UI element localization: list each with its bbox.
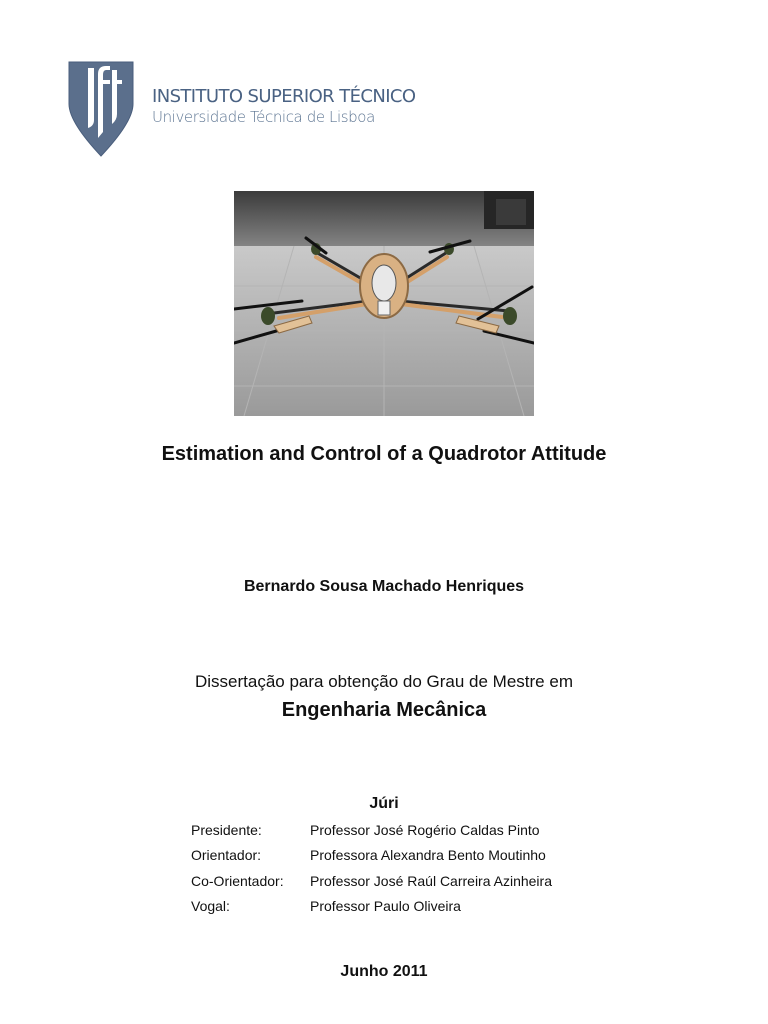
degree-name: Engenharia Mecânica: [281, 699, 487, 721]
jury-role: Co-Orientador:: [191, 872, 284, 889]
submission-date: Junho 2011: [340, 963, 428, 980]
jury-role: Vogal:: [191, 897, 230, 914]
jury-row: [191, 873, 611, 898]
jury-row: [191, 898, 611, 923]
jury-member-name: Professor José Rogério Caldas Pinto: [310, 822, 540, 838]
jury-heading: Júri: [369, 795, 399, 812]
jury-member-name: Professora Alexandra Bento Moutinho: [310, 847, 546, 864]
jury-member-name: Professor Paulo Oliveira: [310, 897, 461, 914]
ist-shield-icon: [68, 60, 134, 158]
jury-member-name: Professor José Raúl Carreira Azinheira: [310, 872, 552, 889]
author-name: Bernardo Sousa Machado Henriques: [243, 578, 525, 595]
institution-logo: [68, 60, 416, 160]
jury-row: [191, 822, 611, 847]
thesis-title: Estimation and Control of a Quadrotor Attitude: [161, 443, 607, 465]
institution-name: INSTITUTO SUPERIOR TÉCNICO: [152, 86, 416, 107]
university-name: Universidade Técnica de Lisboa: [152, 108, 375, 126]
jury-role: Presidente:: [191, 822, 262, 838]
jury-role: Orientador:: [191, 847, 262, 864]
degree-intro: Dissertação para obtenção do Grau de Mestre em: [195, 672, 573, 691]
jury-list: [191, 822, 611, 923]
quadrotor-photo: [234, 191, 534, 416]
jury-row: [191, 847, 611, 872]
